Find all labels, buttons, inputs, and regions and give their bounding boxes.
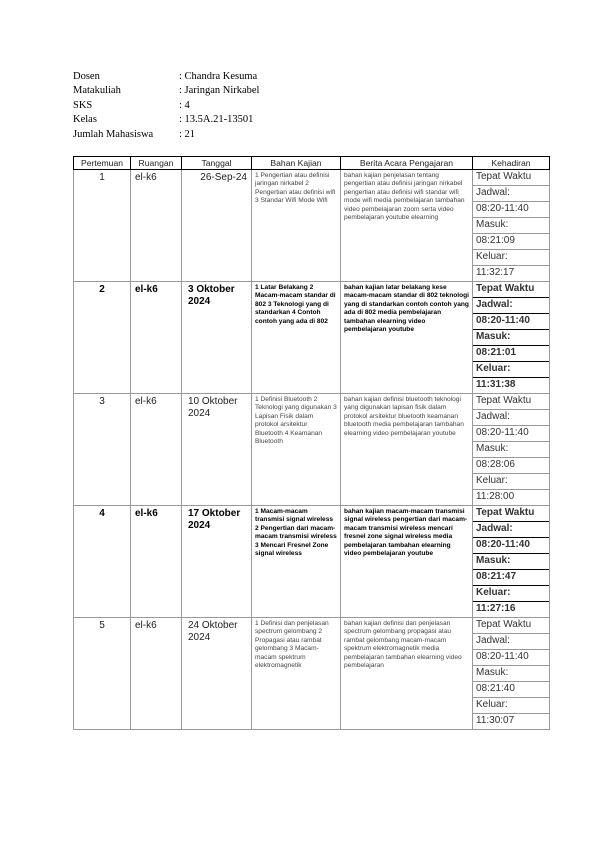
info-value: : Jaringan Nirkabel <box>179 85 260 97</box>
room: el-k6 <box>131 170 182 282</box>
meeting-number: 3 <box>74 394 131 506</box>
schedule-value: 08:20-11:40 <box>473 314 549 330</box>
date: 3 Oktober 2024 <box>182 282 252 394</box>
table-row <box>74 170 550 282</box>
checkin-label: Masuk: <box>473 330 549 346</box>
material: 1 Definisi dan penjelasan spectrum gelombang 2 Propagasi atau rambat gelombang 3 Macam-macam spektrum elektromagnetik <box>252 618 341 730</box>
schedule-label: Jadwal: <box>473 522 549 538</box>
checkout-label: Keluar: <box>473 474 549 490</box>
attendance <box>473 394 550 506</box>
info-row-students <box>73 128 259 142</box>
info-row-class <box>73 113 259 127</box>
room: el-k6 <box>131 506 182 618</box>
checkin-value: 08:21:01 <box>473 346 549 362</box>
info-row-lecturer <box>73 70 259 84</box>
meeting-number: 2 <box>74 282 131 394</box>
course-info <box>73 70 259 142</box>
meeting-number: 1 <box>74 170 131 282</box>
info-label: Jumlah Mahasiswa <box>73 128 154 140</box>
checkout-value: 11:28:00 <box>476 491 515 502</box>
report: bahan kajian macam-macam transmisi signal wireless pengertian dari macam-macam transmisi wireless mencari fresnel zone signal wireless media pembelajaran tambahan elearning video pembelajaran youtube <box>341 506 473 618</box>
date: 10 Oktober 2024 <box>182 394 252 506</box>
schedule-label: Jadwal: <box>473 410 549 426</box>
header-report: Berita Acara Pengajaran <box>341 157 473 170</box>
header-material: Bahan Kajian <box>252 157 341 170</box>
report: bahan kajian latar belakang kese macam-macam standar di 802 teknologi yang di standarkan contoh contoh yang ada di 802 media pembelajaran tambahan elearning video pembelajaran youtube <box>341 282 473 394</box>
info-value: : 21 <box>179 128 196 140</box>
checkout-value: 11:30:07 <box>476 715 515 726</box>
attendance <box>473 506 550 618</box>
material: 1 Definisi Bluetooth 2 Teknologi yang digunakan 3 Lapisan Fisik dalam protokol arsitektur Bluetooth 4 Keamanan Bluetooth <box>252 394 341 506</box>
header-date: Tanggal <box>182 157 252 170</box>
table-row <box>74 282 550 394</box>
checkout-value: 11:32:17 <box>476 267 515 278</box>
attendance-status: Tepat Waktu <box>473 394 549 410</box>
checkin-value: 08:21:47 <box>473 570 549 586</box>
date: 17 Oktober 2024 <box>182 506 252 618</box>
schedule-label: Jadwal: <box>473 298 549 314</box>
meeting-table <box>73 156 550 730</box>
header-meeting: Pertemuan <box>74 157 131 170</box>
header-attendance: Kehadiran <box>473 157 550 170</box>
info-label: Kelas <box>73 114 97 126</box>
schedule-label: Jadwal: <box>473 634 549 650</box>
table-header-row <box>74 157 550 170</box>
info-value: : 13.5A.21-13501 <box>179 114 254 126</box>
table-row <box>74 618 550 730</box>
date: 24 Oktober 2024 <box>182 618 252 730</box>
attendance-status: Tepat Waktu <box>473 170 549 186</box>
checkin-value: 08:21:09 <box>473 234 549 250</box>
material: 1 Macam-macam transmisi signal wireless 2 Pengertian dari macam-macam transmisi wireless 3 Mencari Fresnel Zone signal wireless <box>252 506 341 618</box>
attendance-status: Tepat Waktu <box>473 282 549 298</box>
checkin-label: Masuk: <box>473 218 549 234</box>
checkout-value: 11:31:38 <box>476 379 516 390</box>
checkout-label: Keluar: <box>473 362 549 378</box>
checkout-label: Keluar: <box>473 698 549 714</box>
info-row-course <box>73 84 259 98</box>
info-label: SKS <box>73 99 93 111</box>
attendance-status: Tepat Waktu <box>473 618 549 634</box>
info-value: : 4 <box>179 99 190 111</box>
checkin-value: 08:28:06 <box>473 458 549 474</box>
room: el-k6 <box>131 618 182 730</box>
header-room: Ruangan <box>131 157 182 170</box>
info-label: Dosen <box>73 71 100 82</box>
attendance-status: Tepat Waktu <box>473 506 549 522</box>
schedule-value: 08:20-11:40 <box>473 426 549 442</box>
room: el-k6 <box>131 282 182 394</box>
info-value: : Chandra Kesuma <box>179 71 258 82</box>
schedule-label: Jadwal: <box>473 186 549 202</box>
report: bahan kajian penjelasan tentang pengertian atau definisi jaringan nirkabel pengertian atau definisi wifi standar wifi mode wifi media pembelajaran tambahan video pembelajaran zoom serta video pembelajaran youtube elearning <box>341 170 473 282</box>
schedule-value: 08:20-11:40 <box>473 650 549 666</box>
checkout-value: 11:27:16 <box>476 603 516 614</box>
schedule-value: 08:20-11:40 <box>473 538 549 554</box>
meeting-number: 5 <box>74 618 131 730</box>
attendance <box>473 170 550 282</box>
info-row-credits <box>73 99 259 113</box>
material: 1 Latar Belakang 2 Macam-macam standar di 802 3 Teknologi yang di standarkan 4 Contoh contoh yang ada di 802 <box>252 282 341 394</box>
report: bahan kajian definisi dan penjelasan spectrum gelombang propagasi atau rambat gelombang macam-macam spektrum elektromagnetik media pembelajaran tambahan elearning video pembelajaran <box>341 618 473 730</box>
info-label: Matakuliah <box>73 85 121 97</box>
checkin-label: Masuk: <box>473 554 549 570</box>
date: 26-Sep-24 <box>182 170 252 282</box>
material: 1 Pengertian atau definisi jaringan nirkabel 2 Pengertian atau definisi wifi 3 Standar Wifi Mode Wifi <box>252 170 341 282</box>
checkout-label: Keluar: <box>473 586 549 602</box>
checkin-label: Masuk: <box>473 442 549 458</box>
checkout-label: Keluar: <box>473 250 549 266</box>
table-row <box>74 506 550 618</box>
room: el-k6 <box>131 394 182 506</box>
attendance <box>473 618 550 730</box>
table-row <box>74 394 550 506</box>
report: bahan kajian definisi bluetooth teknologi yang digunakan lapisan fisik dalam protokol arsitektur bluetooth keamanan bluetooth media pembelajaran tambahan elearning video pembelajaran youtube <box>341 394 473 506</box>
schedule-value: 08:20-11:40 <box>473 202 549 218</box>
attendance <box>473 282 550 394</box>
checkin-label: Masuk: <box>473 666 549 682</box>
meeting-number: 4 <box>74 506 131 618</box>
checkin-value: 08:21:40 <box>473 682 549 698</box>
